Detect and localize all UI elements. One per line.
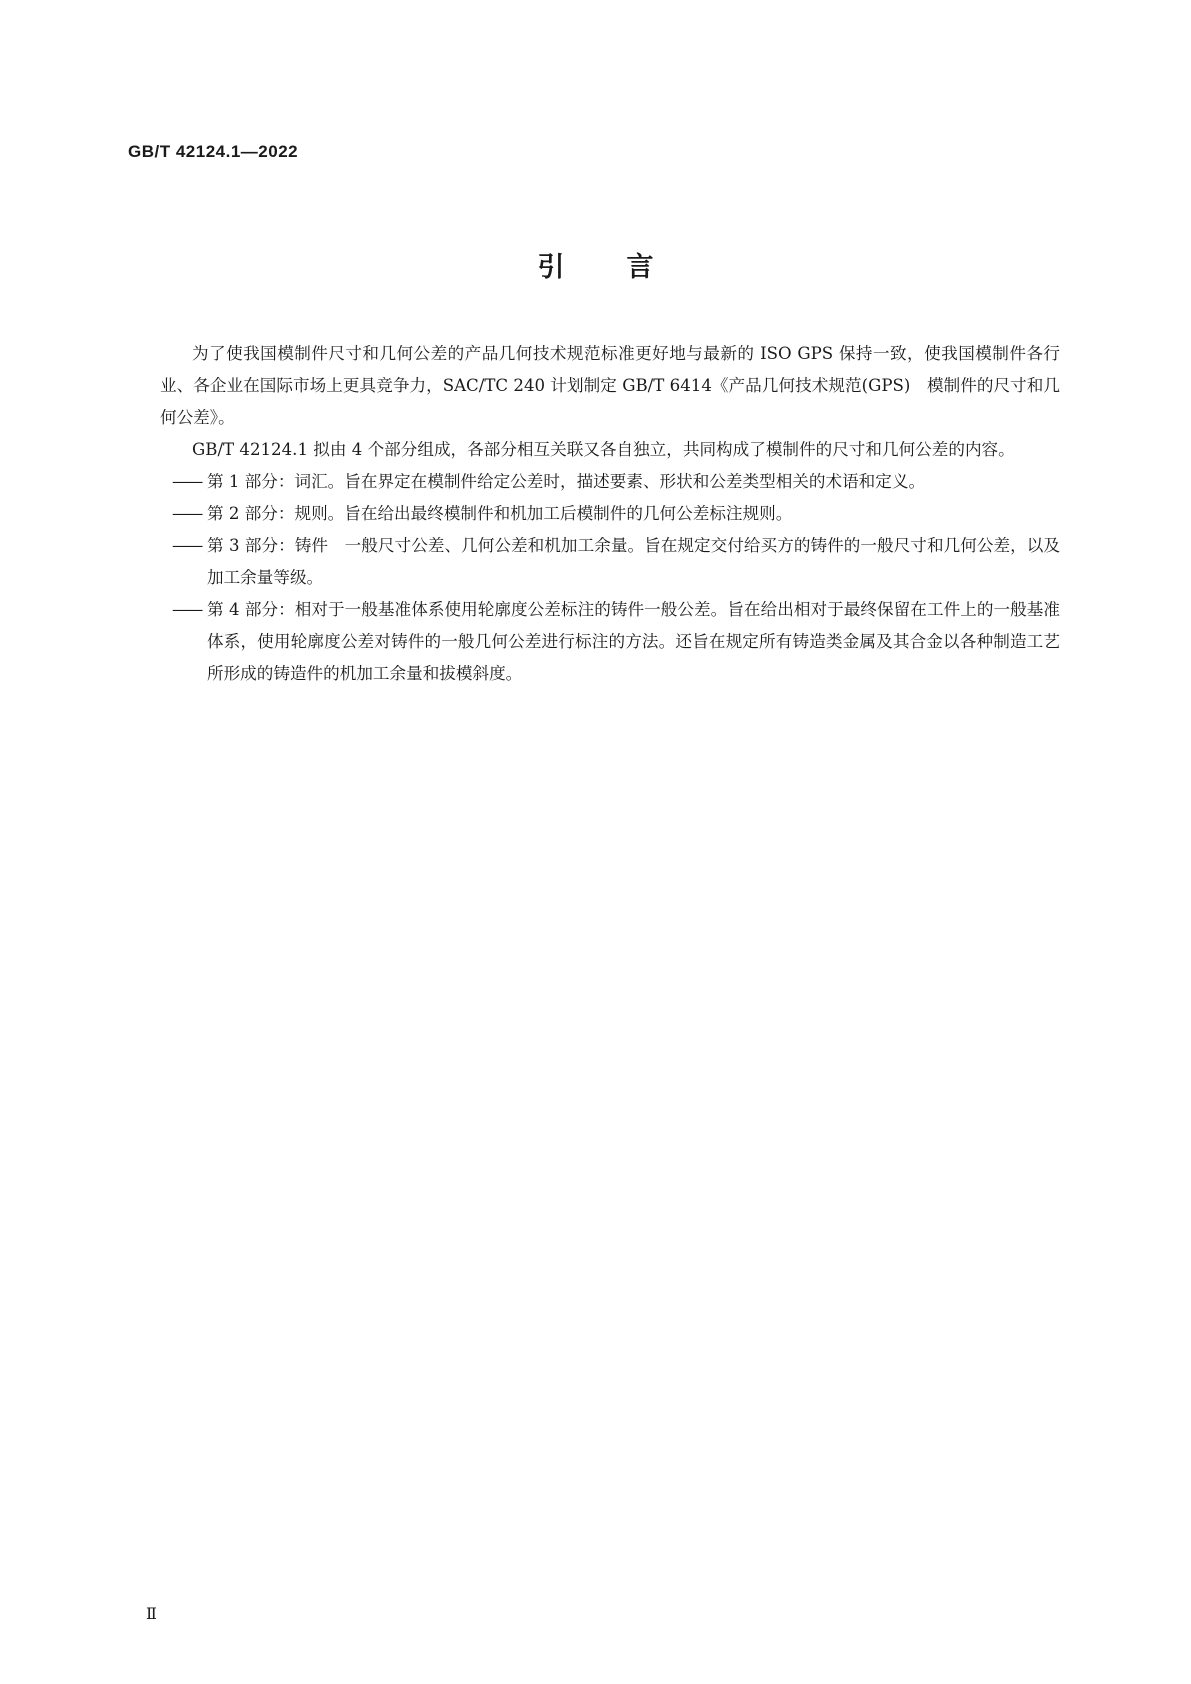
list-item <box>160 530 1060 594</box>
standard-code: GB/T 42124.1—2022 <box>128 142 299 161</box>
page-number: Ⅱ <box>146 1604 157 1623</box>
list-item-text: 第 4 部分：相对于一般基准体系使用轮廓度公差标注的铸件一般公差。旨在给出相对于最终保留在工件上的一般基准体系，使用轮廓度公差对铸件的一般几何公差进行标注的方法。还旨在规定所有铸造类金属及其合金以各种制造工艺所形成的铸造件的机加工余量和拔模斜度。 <box>207 600 1060 683</box>
dash-marker: —— <box>172 536 202 555</box>
list-item <box>160 594 1060 690</box>
list-item-text: 第 2 部分：规则。旨在给出最终模制件和机加工后模制件的几何公差标注规则。 <box>207 504 793 523</box>
list-item <box>160 498 1060 530</box>
paragraph: 为了使我国模制件尺寸和几何公差的产品几何技术规范标准更好地与最新的 ISO GPS 保持一致，使我国模制件各行业、各企业在国际市场上更具竞争力，SAC/TC 240 计划制定 GB/T 6414《产品几何技术规范(GPS) 模制件的尺寸和几何公差》。 <box>160 344 1060 427</box>
dash-marker: —— <box>172 504 202 523</box>
paragraph: GB/T 42124.1 拟由 4 个部分组成，各部分相互关联又各自独立，共同构成了模制件的尺寸和几何公差的内容。 <box>192 440 1015 459</box>
introduction-body <box>160 338 1060 690</box>
dash-marker: —— <box>172 472 202 491</box>
list-item-text: 第 3 部分：铸件 一般尺寸公差、几何公差和机加工余量。旨在规定交付给买方的铸件的一般尺寸和几何公差，以及加工余量等级。 <box>207 536 1060 587</box>
page-title: 引言 <box>537 252 716 283</box>
list-item <box>160 466 1060 498</box>
dash-marker: —— <box>172 600 202 619</box>
parts-list <box>160 466 1060 690</box>
list-item-text: 第 1 部分：词汇。旨在界定在模制件给定公差时，描述要素、形状和公差类型相关的术语和定义。 <box>207 472 926 491</box>
